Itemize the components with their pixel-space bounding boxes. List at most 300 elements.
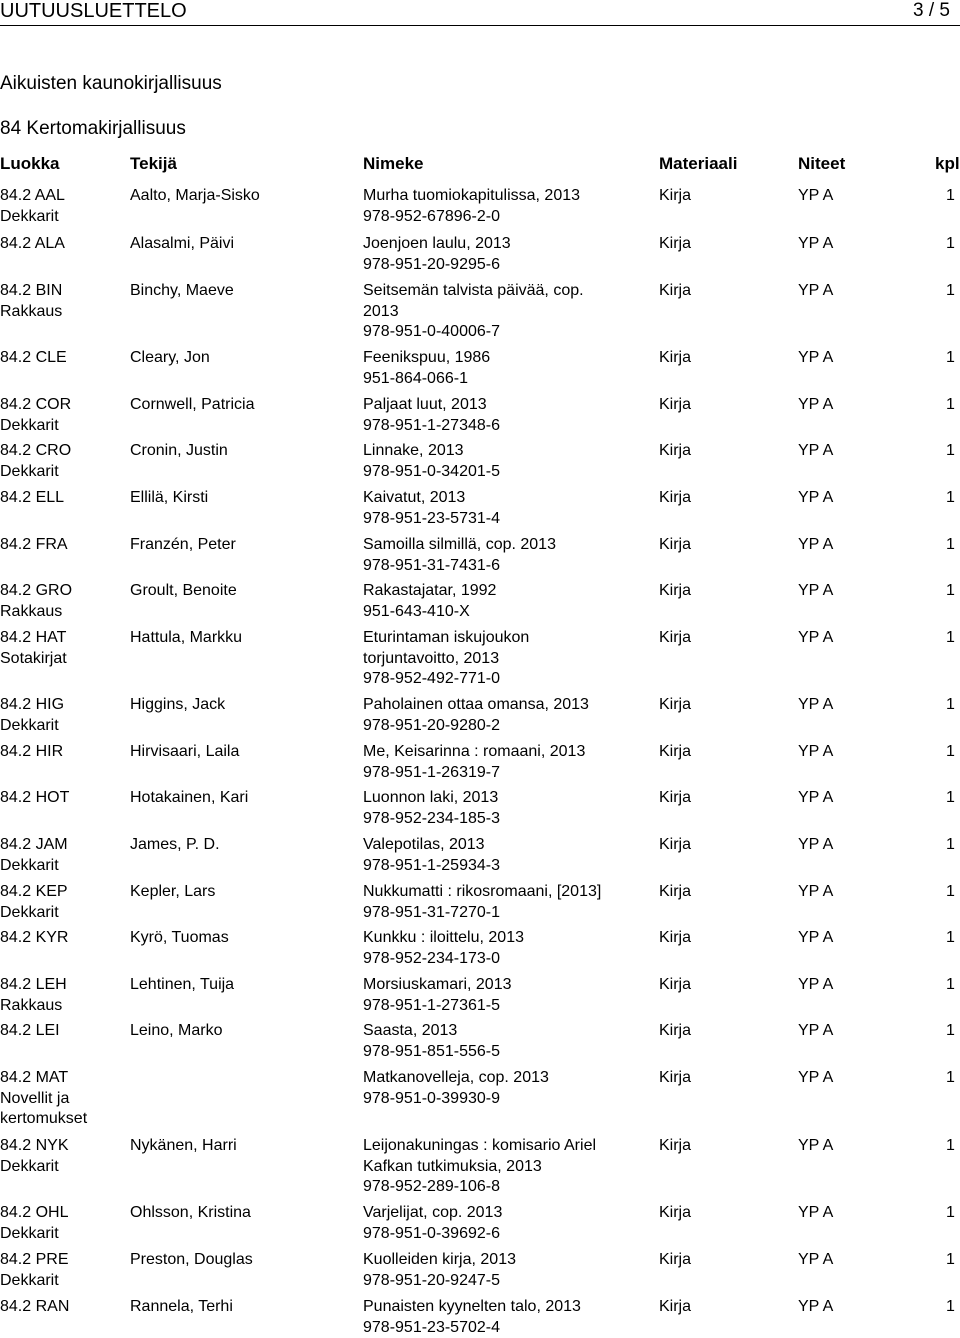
entry-title bbox=[363, 234, 653, 275]
entry-material-text: Kirja bbox=[659, 882, 691, 903]
entry-class-line: 84.2 KYR bbox=[0, 928, 125, 949]
entry-class bbox=[0, 281, 125, 322]
entry-author-text: Cornwell, Patricia bbox=[130, 395, 358, 416]
entry-author-text: Hotakainen, Kari bbox=[130, 788, 358, 809]
entry-title-line: Rakastajatar, 1992 bbox=[363, 581, 653, 602]
entry-material bbox=[659, 695, 691, 716]
entry-notes bbox=[798, 1021, 833, 1042]
entry-author-text: Rannela, Terhi bbox=[130, 1297, 358, 1318]
entry-kpl bbox=[946, 1136, 955, 1157]
entry-class bbox=[0, 628, 125, 669]
entry-kpl-text: 1 bbox=[946, 695, 955, 716]
entry-kpl-text: 1 bbox=[946, 395, 955, 416]
entry-class-line: Novellit ja bbox=[0, 1089, 125, 1110]
entry-material-text: Kirja bbox=[659, 1021, 691, 1042]
page-number: 3 / 5 bbox=[913, 0, 950, 22]
entry-class-line: Dekkarit bbox=[0, 1271, 125, 1292]
entry-author-text: Nykänen, Harri bbox=[130, 1136, 358, 1157]
entry-title-line: 978-951-851-556-5 bbox=[363, 1042, 653, 1063]
entry-material-text: Kirja bbox=[659, 975, 691, 996]
entry-notes bbox=[798, 975, 833, 996]
entry-title-line: Matkanovelleja, cop. 2013 bbox=[363, 1068, 653, 1089]
entry-notes bbox=[798, 441, 833, 462]
entry-material-text: Kirja bbox=[659, 535, 691, 556]
entry-kpl bbox=[946, 441, 955, 462]
entry-author bbox=[130, 581, 358, 602]
entry-kpl-text: 1 bbox=[946, 742, 955, 763]
entry-title-line: 978-952-492-771-0 bbox=[363, 669, 653, 690]
entry-kpl-text: 1 bbox=[946, 581, 955, 602]
entry-title bbox=[363, 395, 653, 436]
entry-notes bbox=[798, 1068, 833, 1089]
entry-notes-text: YP A bbox=[798, 742, 833, 763]
entry-kpl bbox=[946, 695, 955, 716]
entry-title-line: 978-952-234-173-0 bbox=[363, 949, 653, 970]
entry-class-line: 84.2 HIG bbox=[0, 695, 125, 716]
entry-title-line: Kunkku : iloittelu, 2013 bbox=[363, 928, 653, 949]
entry-material bbox=[659, 348, 691, 369]
entry-material-text: Kirja bbox=[659, 742, 691, 763]
entry-title bbox=[363, 742, 653, 783]
header-rule bbox=[0, 25, 960, 26]
entry-author-text: Franzén, Peter bbox=[130, 535, 358, 556]
entry-author bbox=[130, 348, 358, 369]
entry-material-text: Kirja bbox=[659, 1250, 691, 1271]
column-header-kpl: kpl bbox=[935, 154, 960, 174]
entry-class-line: Dekkarit bbox=[0, 416, 125, 437]
entry-title-line: 978-951-31-7270-1 bbox=[363, 903, 653, 924]
entry-notes bbox=[798, 1297, 833, 1318]
entry-title-line: Joenjoen laulu, 2013 bbox=[363, 234, 653, 255]
entry-material bbox=[659, 1203, 691, 1224]
entry-title-line: 978-952-67896-2-0 bbox=[363, 207, 653, 228]
entry-kpl-text: 1 bbox=[946, 535, 955, 556]
entry-kpl bbox=[946, 395, 955, 416]
entry-author-text: Groult, Benoite bbox=[130, 581, 358, 602]
entry-kpl bbox=[946, 488, 955, 509]
entry-material-text: Kirja bbox=[659, 1203, 691, 1224]
entry-author bbox=[130, 1250, 358, 1271]
entry-kpl-text: 1 bbox=[946, 835, 955, 856]
entry-author-text: Hattula, Markku bbox=[130, 628, 358, 649]
entry-title-line: Feenikspuu, 1986 bbox=[363, 348, 653, 369]
entry-title bbox=[363, 695, 653, 736]
entry-author bbox=[130, 395, 358, 416]
entry-author bbox=[130, 1203, 358, 1224]
entry-title-line: 978-951-23-5702-4 bbox=[363, 1318, 653, 1338]
entry-author-text: Higgins, Jack bbox=[130, 695, 358, 716]
entry-notes-text: YP A bbox=[798, 1250, 833, 1271]
entry-class-line: 84.2 LEI bbox=[0, 1021, 125, 1042]
entry-title-line: Kafkan tutkimuksia, 2013 bbox=[363, 1157, 653, 1178]
entry-material-text: Kirja bbox=[659, 281, 691, 302]
entry-material bbox=[659, 928, 691, 949]
entry-class-line: Dekkarit bbox=[0, 1224, 125, 1245]
entry-kpl-text: 1 bbox=[946, 1021, 955, 1042]
entry-class-line: 84.2 ALA bbox=[0, 234, 125, 255]
entry-title bbox=[363, 1250, 653, 1291]
entry-material bbox=[659, 395, 691, 416]
entry-material-text: Kirja bbox=[659, 1136, 691, 1157]
entry-author bbox=[130, 1021, 358, 1042]
entry-title bbox=[363, 348, 653, 389]
entry-author-text: Ellilä, Kirsti bbox=[130, 488, 358, 509]
entry-author bbox=[130, 234, 358, 255]
entry-title-line: Varjelijat, cop. 2013 bbox=[363, 1203, 653, 1224]
entry-notes bbox=[798, 628, 833, 649]
entry-kpl-text: 1 bbox=[946, 975, 955, 996]
entry-material bbox=[659, 186, 691, 207]
entry-kpl bbox=[946, 975, 955, 996]
entry-title-line: torjuntavoitto, 2013 bbox=[363, 649, 653, 670]
entry-kpl bbox=[946, 628, 955, 649]
entry-notes-text: YP A bbox=[798, 1021, 833, 1042]
entry-notes-text: YP A bbox=[798, 695, 833, 716]
entry-class bbox=[0, 581, 125, 622]
entry-notes bbox=[798, 1136, 833, 1157]
entry-author-text: Leino, Marko bbox=[130, 1021, 358, 1042]
entry-title-line: 978-951-20-9295-6 bbox=[363, 255, 653, 276]
entry-notes-text: YP A bbox=[798, 882, 833, 903]
entry-title bbox=[363, 975, 653, 1016]
entry-material-text: Kirja bbox=[659, 395, 691, 416]
entry-author bbox=[130, 281, 358, 302]
entry-author-text: Preston, Douglas bbox=[130, 1250, 358, 1271]
entry-kpl bbox=[946, 535, 955, 556]
entry-class-line: 84.2 KEP bbox=[0, 882, 125, 903]
entry-class-line: 84.2 HAT bbox=[0, 628, 125, 649]
entry-material-text: Kirja bbox=[659, 186, 691, 207]
entry-notes bbox=[798, 788, 833, 809]
entry-material bbox=[659, 742, 691, 763]
entry-notes-text: YP A bbox=[798, 975, 833, 996]
entry-class bbox=[0, 835, 125, 876]
entry-title bbox=[363, 535, 653, 576]
entry-class-line: Rakkaus bbox=[0, 602, 125, 623]
entry-title-line: 978-951-0-34201-5 bbox=[363, 462, 653, 483]
entry-kpl bbox=[946, 1250, 955, 1271]
entry-class-line: 84.2 AAL bbox=[0, 186, 125, 207]
entry-material bbox=[659, 281, 691, 302]
entry-class bbox=[0, 186, 125, 227]
entry-title-line: 978-951-0-40006-7 bbox=[363, 322, 653, 343]
entry-kpl-text: 1 bbox=[946, 928, 955, 949]
entry-notes-text: YP A bbox=[798, 488, 833, 509]
entry-class bbox=[0, 1297, 125, 1318]
entry-title bbox=[363, 928, 653, 969]
entry-material-text: Kirja bbox=[659, 695, 691, 716]
entry-kpl bbox=[946, 186, 955, 207]
entry-material bbox=[659, 1068, 691, 1089]
column-header-material: Materiaali bbox=[659, 154, 737, 174]
entry-notes-text: YP A bbox=[798, 1136, 833, 1157]
entry-class-line: 84.2 RAN bbox=[0, 1297, 125, 1318]
entry-title-line: Nukkumatti : rikosromaani, [2013] bbox=[363, 882, 653, 903]
entry-title-line: 978-951-1-27348-6 bbox=[363, 416, 653, 437]
entry-title bbox=[363, 581, 653, 622]
entry-title bbox=[363, 835, 653, 876]
entry-title bbox=[363, 441, 653, 482]
subsection-heading: 84 Kertomakirjallisuus bbox=[0, 118, 186, 140]
entry-author-text: Alasalmi, Päivi bbox=[130, 234, 358, 255]
document-title: UUTUUSLUETTELO bbox=[0, 0, 187, 23]
entry-author bbox=[130, 628, 358, 649]
entry-notes bbox=[798, 581, 833, 602]
entry-kpl-text: 1 bbox=[946, 1250, 955, 1271]
entry-author bbox=[130, 441, 358, 462]
entry-title-line: Murha tuomiokapitulissa, 2013 bbox=[363, 186, 653, 207]
entry-title-line: Paholainen ottaa omansa, 2013 bbox=[363, 695, 653, 716]
entry-material bbox=[659, 234, 691, 255]
entry-title bbox=[363, 1068, 653, 1109]
entry-notes bbox=[798, 742, 833, 763]
entry-kpl-text: 1 bbox=[946, 1203, 955, 1224]
entry-title-line: Valepotilas, 2013 bbox=[363, 835, 653, 856]
entry-notes-text: YP A bbox=[798, 186, 833, 207]
entry-notes-text: YP A bbox=[798, 581, 833, 602]
entry-class-line: Rakkaus bbox=[0, 302, 125, 323]
entry-kpl-text: 1 bbox=[946, 788, 955, 809]
entry-class-line: 84.2 JAM bbox=[0, 835, 125, 856]
entry-title-line: 978-951-1-27361-5 bbox=[363, 996, 653, 1017]
entry-author-text: James, P. D. bbox=[130, 835, 358, 856]
entry-class bbox=[0, 348, 125, 369]
entry-kpl-text: 1 bbox=[946, 186, 955, 207]
entry-title-line: 2013 bbox=[363, 302, 653, 323]
entry-class-line: 84.2 HIR bbox=[0, 742, 125, 763]
entry-kpl bbox=[946, 928, 955, 949]
entry-material-text: Kirja bbox=[659, 928, 691, 949]
entry-class-line: 84.2 OHL bbox=[0, 1203, 125, 1224]
entry-author bbox=[130, 788, 358, 809]
entry-title-line: Kaivatut, 2013 bbox=[363, 488, 653, 509]
entry-material bbox=[659, 488, 691, 509]
entry-material bbox=[659, 788, 691, 809]
entry-class bbox=[0, 695, 125, 736]
entry-class-line: 84.2 CRO bbox=[0, 441, 125, 462]
entry-class bbox=[0, 441, 125, 482]
entry-notes bbox=[798, 535, 833, 556]
entry-notes bbox=[798, 395, 833, 416]
entry-material bbox=[659, 882, 691, 903]
entry-author bbox=[130, 535, 358, 556]
entry-title-line: 978-951-0-39692-6 bbox=[363, 1224, 653, 1245]
entry-title-line: 951-643-410-X bbox=[363, 602, 653, 623]
entry-class bbox=[0, 788, 125, 809]
entry-title-line: 978-951-0-39930-9 bbox=[363, 1089, 653, 1110]
entry-notes-text: YP A bbox=[798, 1297, 833, 1318]
entry-notes bbox=[798, 281, 833, 302]
entry-title-line: 951-864-066-1 bbox=[363, 369, 653, 390]
entry-material bbox=[659, 1250, 691, 1271]
entry-class-line: 84.2 ELL bbox=[0, 488, 125, 509]
entry-class-line: 84.2 PRE bbox=[0, 1250, 125, 1271]
entry-author-text: Ohlsson, Kristina bbox=[130, 1203, 358, 1224]
entry-author bbox=[130, 1136, 358, 1157]
entry-author-text: Cronin, Justin bbox=[130, 441, 358, 462]
entry-material bbox=[659, 535, 691, 556]
entry-class-line: 84.2 FRA bbox=[0, 535, 125, 556]
entry-class bbox=[0, 1021, 125, 1042]
entry-notes-text: YP A bbox=[798, 788, 833, 809]
entry-title-line: 978-951-20-9247-5 bbox=[363, 1271, 653, 1292]
entry-class-line: Rakkaus bbox=[0, 996, 125, 1017]
entry-class bbox=[0, 1250, 125, 1291]
entry-class bbox=[0, 535, 125, 556]
entry-kpl bbox=[946, 742, 955, 763]
entry-author-text: Kepler, Lars bbox=[130, 882, 358, 903]
entry-notes bbox=[798, 1250, 833, 1271]
entry-notes bbox=[798, 928, 833, 949]
column-header-notes: Niteet bbox=[798, 154, 845, 174]
entry-material bbox=[659, 1021, 691, 1042]
entry-notes-text: YP A bbox=[798, 1068, 833, 1089]
entry-notes-text: YP A bbox=[798, 928, 833, 949]
entry-title-line: 978-952-234-185-3 bbox=[363, 809, 653, 830]
entry-material bbox=[659, 975, 691, 996]
entry-author bbox=[130, 882, 358, 903]
entry-material bbox=[659, 628, 691, 649]
entry-title bbox=[363, 1021, 653, 1062]
entry-class bbox=[0, 975, 125, 1016]
entry-author-text: Aalto, Marja-Sisko bbox=[130, 186, 358, 207]
entry-author-text: Binchy, Maeve bbox=[130, 281, 358, 302]
entry-kpl-text: 1 bbox=[946, 348, 955, 369]
entry-class bbox=[0, 395, 125, 436]
entry-kpl bbox=[946, 234, 955, 255]
entry-class-line: 84.2 NYK bbox=[0, 1136, 125, 1157]
entry-title bbox=[363, 488, 653, 529]
entry-class-line: Dekkarit bbox=[0, 462, 125, 483]
entry-class bbox=[0, 882, 125, 923]
entry-kpl-text: 1 bbox=[946, 234, 955, 255]
entry-notes-text: YP A bbox=[798, 535, 833, 556]
entry-kpl-text: 1 bbox=[946, 281, 955, 302]
entry-title bbox=[363, 1136, 653, 1198]
entry-notes-text: YP A bbox=[798, 1203, 833, 1224]
entry-title-line: Me, Keisarinna : romaani, 2013 bbox=[363, 742, 653, 763]
entry-class-line: 84.2 GRO bbox=[0, 581, 125, 602]
entry-notes bbox=[798, 348, 833, 369]
entry-author bbox=[130, 835, 358, 856]
entry-kpl bbox=[946, 281, 955, 302]
column-header-author: Tekijä bbox=[130, 154, 177, 174]
entry-notes-text: YP A bbox=[798, 281, 833, 302]
entry-author bbox=[130, 742, 358, 763]
entry-notes-text: YP A bbox=[798, 395, 833, 416]
entry-title-line: Luonnon laki, 2013 bbox=[363, 788, 653, 809]
entry-kpl bbox=[946, 348, 955, 369]
entry-title-line: 978-952-289-106-8 bbox=[363, 1177, 653, 1198]
entry-notes bbox=[798, 695, 833, 716]
entry-kpl bbox=[946, 1021, 955, 1042]
entry-kpl bbox=[946, 835, 955, 856]
entry-author bbox=[130, 695, 358, 716]
entry-kpl-text: 1 bbox=[946, 1136, 955, 1157]
entry-class-line: 84.2 CLE bbox=[0, 348, 125, 369]
entry-kpl-text: 1 bbox=[946, 882, 955, 903]
entry-notes bbox=[798, 234, 833, 255]
entry-author-text: Kyrö, Tuomas bbox=[130, 928, 358, 949]
entry-material-text: Kirja bbox=[659, 441, 691, 462]
entry-material-text: Kirja bbox=[659, 488, 691, 509]
entry-material-text: Kirja bbox=[659, 348, 691, 369]
entry-title bbox=[363, 788, 653, 829]
entry-author-text: Hirvisaari, Laila bbox=[130, 742, 358, 763]
entry-notes bbox=[798, 1203, 833, 1224]
entry-kpl bbox=[946, 1068, 955, 1089]
entry-class bbox=[0, 488, 125, 509]
entry-notes-text: YP A bbox=[798, 441, 833, 462]
entry-author bbox=[130, 1297, 358, 1318]
entry-title bbox=[363, 882, 653, 923]
entry-material bbox=[659, 1136, 691, 1157]
entry-title-line: 978-951-1-25934-3 bbox=[363, 856, 653, 877]
entry-title-line: 978-951-23-5731-4 bbox=[363, 509, 653, 530]
entry-title-line: Kuolleiden kirja, 2013 bbox=[363, 1250, 653, 1271]
entry-author bbox=[130, 975, 358, 996]
entry-class bbox=[0, 1203, 125, 1244]
entry-class-line: Dekkarit bbox=[0, 716, 125, 737]
entry-class-line: 84.2 HOT bbox=[0, 788, 125, 809]
entry-notes bbox=[798, 882, 833, 903]
entry-material bbox=[659, 581, 691, 602]
entry-notes bbox=[798, 835, 833, 856]
entry-author bbox=[130, 186, 358, 207]
entry-title-line: 978-951-20-9280-2 bbox=[363, 716, 653, 737]
entry-material-text: Kirja bbox=[659, 628, 691, 649]
entry-material-text: Kirja bbox=[659, 1068, 691, 1089]
entry-kpl-text: 1 bbox=[946, 441, 955, 462]
entry-notes-text: YP A bbox=[798, 348, 833, 369]
entry-class-line: Dekkarit bbox=[0, 903, 125, 924]
entry-class-line: 84.2 LEH bbox=[0, 975, 125, 996]
entry-title-line: Seitsemän talvista päivää, cop. bbox=[363, 281, 653, 302]
entry-class bbox=[0, 234, 125, 255]
entry-title-line: Saasta, 2013 bbox=[363, 1021, 653, 1042]
entry-title-line: Leijonakuningas : komisario Ariel bbox=[363, 1136, 653, 1157]
entry-notes bbox=[798, 186, 833, 207]
entry-class-line: Dekkarit bbox=[0, 207, 125, 228]
entry-kpl bbox=[946, 581, 955, 602]
entry-title bbox=[363, 1203, 653, 1244]
entry-class-line: Sotakirjat bbox=[0, 649, 125, 670]
column-header-title: Nimeke bbox=[363, 154, 423, 174]
entry-title-line: Eturintaman iskujoukon bbox=[363, 628, 653, 649]
section-heading: Aikuisten kaunokirjallisuus bbox=[0, 73, 222, 95]
entry-notes-text: YP A bbox=[798, 835, 833, 856]
entry-class bbox=[0, 1068, 125, 1130]
entry-material-text: Kirja bbox=[659, 1297, 691, 1318]
entry-material-text: Kirja bbox=[659, 234, 691, 255]
entry-class-line: 84.2 BIN bbox=[0, 281, 125, 302]
entry-kpl bbox=[946, 882, 955, 903]
entry-title bbox=[363, 628, 653, 690]
entry-title bbox=[363, 1297, 653, 1338]
entry-title-line: Punaisten kyynelten talo, 2013 bbox=[363, 1297, 653, 1318]
entry-class-line: Dekkarit bbox=[0, 1157, 125, 1178]
entry-material bbox=[659, 1297, 691, 1318]
entry-notes bbox=[798, 488, 833, 509]
entry-kpl-text: 1 bbox=[946, 1068, 955, 1089]
entry-material bbox=[659, 441, 691, 462]
entry-kpl-text: 1 bbox=[946, 628, 955, 649]
entry-author bbox=[130, 488, 358, 509]
column-header-class: Luokka bbox=[0, 154, 60, 174]
entry-author-text: Cleary, Jon bbox=[130, 348, 358, 369]
entry-title-line: Morsiuskamari, 2013 bbox=[363, 975, 653, 996]
entry-class-line: 84.2 MAT bbox=[0, 1068, 125, 1089]
